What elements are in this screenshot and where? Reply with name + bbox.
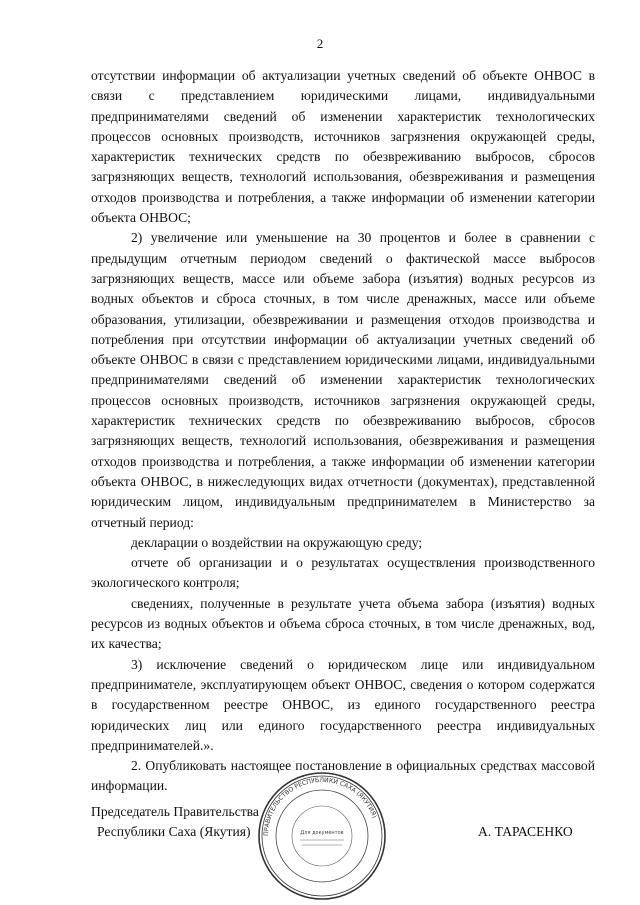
paragraph: отсутствии информации об актуализации учетных сведений об объекте ОНВОС в связи с представлением юридическими лицами, индивидуальными предпринимателями сведений об изменении характеристик технологических процессов основных производств, источников загрязнения окружающей среды, характеристик технических средств по обезвреживанию выбросов, сбросов загрязняющих веществ, технологий использования, обезвреживания и размещения отходов производства и потребления, а также информации об изменении категории объекта ОНВОС; bbox=[91, 68, 595, 226]
seal-outer-text: ПРАВИТЕЛЬСТВО РЕСПУБЛИКИ САХА (ЯКУТИЯ) bbox=[262, 776, 378, 837]
paragraph: декларации о воздействии на окружающую среду; bbox=[131, 534, 423, 550]
page-number: 2 bbox=[316, 36, 324, 51]
signatory-position-line2: Республики Саха (Якутия) bbox=[97, 824, 251, 839]
paragraph: 3) исключение сведений о юридическом лице или индивидуальном предпринимателе, эксплуатирующем объект ОНВОС, сведения о котором содержатся в государственном реестре ОНВОС, из единого государственного реестра юридических лиц или единого государственного реестра индивидуальных предпринимателей.». bbox=[91, 656, 595, 753]
paragraph: 2. Опубликовать настоящее постановление в официальных средствах массовой информации. bbox=[91, 758, 595, 794]
official-seal-stamp bbox=[256, 770, 388, 902]
signatory-name: А. ТАРАСЕНКО bbox=[478, 824, 573, 839]
signatory-position-line1: Председатель Правительства bbox=[91, 804, 259, 819]
paragraph: 2) увеличение или уменьшение на 30 процентов и более в сравнении с предыдущим отчетным периодом сведений о фактической массе выбросов загрязняющих веществ, массе или объеме забора (изъятия) водных ресурсов из водных объектов и сброса сточных, в том числе дренажных, массе или объеме образования, утилизации, обезвреживании и размещения отходов производства и потребления при отсутствии информации об актуализации учетных сведений об объекте ОНВОС в связи с представлением юридическими лицами, индивидуальными предпринимателями сведений об изменении характеристик технологических процессов основных производств, источников загрязнения окружающей среды, характеристик технических средств по обезвреживанию выбросов, сбросов загрязняющих веществ, технологий использования, обезвреживания и размещения отходов производства и потребления, а также информации об изменении категории объекта ОНВОС, в нижеследующих видах отчетности (документах), представленной юридическим лицом, индивидуальным предпринимателем в Министерство за отчетный период: bbox=[91, 230, 595, 530]
seal-inner-text: Для документов bbox=[300, 830, 344, 836]
paragraph: сведениях, полученные в результате учета объема забора (изъятия) водных ресурсов из водных объектов и объема сброса сточных, в том числе дренажных, вод, их качества; bbox=[91, 595, 595, 652]
document-body bbox=[91, 66, 595, 797]
paragraph: отчете об организации и о результатах осуществления производственного экологического контроля; bbox=[91, 555, 595, 591]
